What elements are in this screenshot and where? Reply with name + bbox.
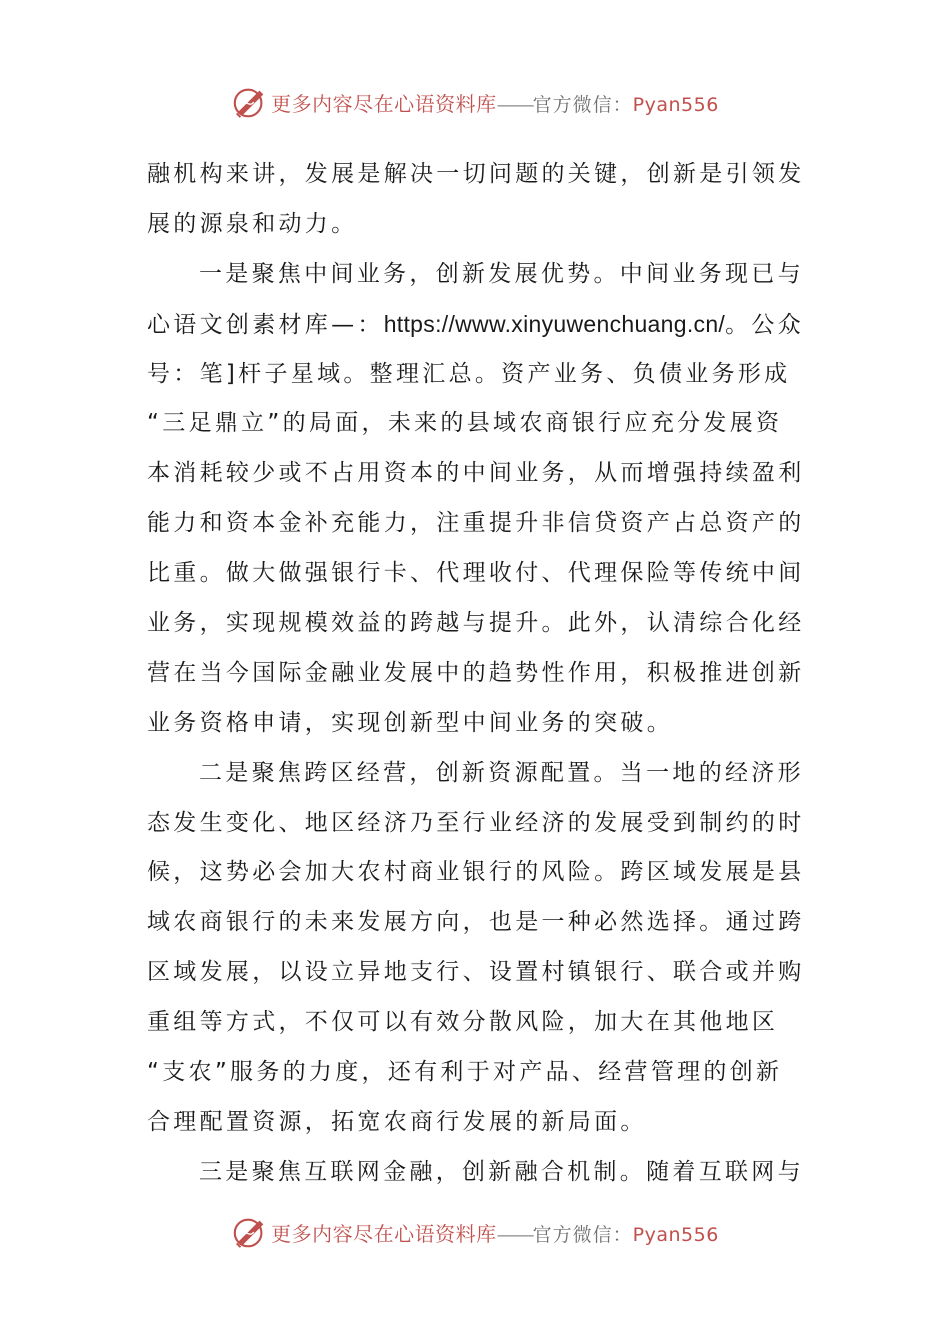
text-line: 号：笔]杆子星域。整理汇总。资产业务、负债业务形成 [147,360,791,387]
paragraph [147,749,807,1148]
text-line: 本消耗较少或不占用资本的中间业务，从而增强持续盈利 [147,460,805,487]
text-line: 业务资格申请，实现创新型中间业务的突破。 [147,709,673,736]
banner-wechat-label: 官方微信： [532,93,633,116]
text-line: 合理配置资源，拓宽农商行发展的新局面。 [147,1108,647,1135]
banner-dash: —— [496,1221,533,1246]
banner-prefix: 更多内容尽在心语资料库 [271,1221,497,1246]
text-line: 业务，实现规模效益的跨越与提升。此外，认清综合化经 [147,610,805,637]
banner-wechat-id: Pyan556 [632,1223,719,1246]
text-line: 区域发展，以设立异地支行、设置村镇银行、联合或并购 [147,959,805,986]
text-line: 域农商银行的未来发展方向，也是一种必然选择。通过跨 [147,909,805,936]
pen-logo-icon [231,1213,269,1251]
text-line: 比重。做大做强银行卡、代理收付、代理保险等传统中间 [147,560,805,587]
banner-prefix: 更多内容尽在心语资料库 [271,91,497,116]
text-line: 三是聚焦互联网金融，创新融合机制。随着互联网与 [199,1158,804,1185]
banner-text [271,1218,719,1247]
text-line: 营在当今国际金融业发展中的趋势性作用，积极推进创新 [147,659,805,686]
text-line: 重组等方式，不仅可以有效分散风险，加大在其他地区 [147,1009,779,1036]
banner-wechat-label: 官方微信： [532,1223,633,1246]
text-line: 融机构来讲，发展是解决一切问题的关键，创新是引领发 [147,161,805,187]
banner-wechat-id: Pyan556 [632,93,719,116]
text-line: 一是聚焦中间业务，创新发展优势。中间业务现已与 [199,260,804,287]
text-line: 展的源泉和动力。 [147,210,358,237]
footer-banner [0,1212,950,1252]
paragraph [147,150,807,250]
text-fragment: 。公众 [725,311,805,338]
document-body [147,150,807,1198]
paragraph [147,250,807,749]
text-line: 二是聚焦跨区经营，创新资源配置。当一地的经济形 [199,759,804,786]
text-line: “三足鼎立”的局面，未来的县域农商银行应充分发展资 [147,410,783,437]
paragraph [147,1148,807,1198]
pen-logo-icon [231,83,269,121]
text-line-with-url [147,300,807,350]
website-link[interactable]: https://www.xinyuwenchuang.cn/ [383,310,726,337]
text-line: “支农”服务的力度，还有利于对产品、经营管理的创新 [147,1059,783,1086]
text-line: 能力和资本金补充能力，注重提升非信贷资产占总资产的 [147,510,805,537]
text-fragment: 心语文创素材库—： [147,311,384,338]
header-banner [0,82,950,122]
banner-text [271,88,719,117]
text-line: 态发生变化、地区经济乃至行业经济的发展受到制约的时 [147,809,805,836]
banner-dash: —— [496,91,533,116]
text-line: 候，这势必会加大农村商业银行的风险。跨区域发展是县 [147,859,805,886]
